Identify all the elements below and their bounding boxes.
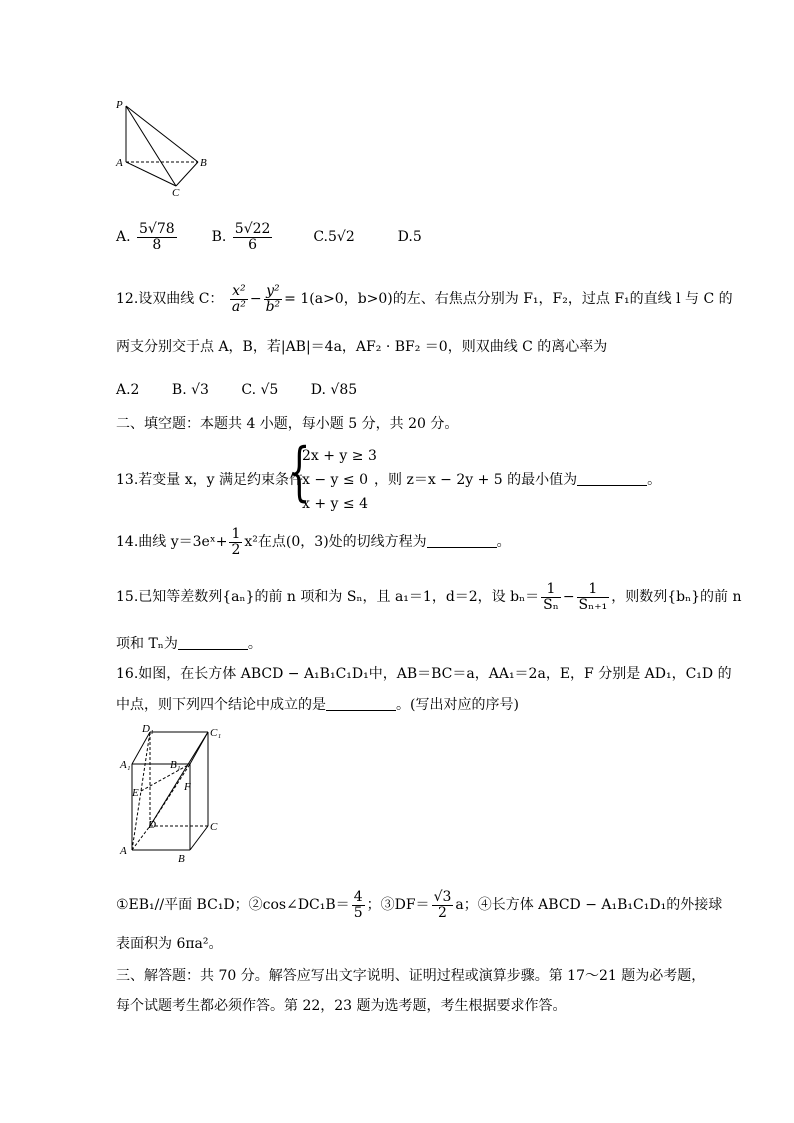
label-D1: D₁ [142, 723, 154, 735]
q11-optB-prefix: B. [211, 229, 227, 246]
label-B: B [200, 157, 207, 169]
label-A2: A [120, 845, 127, 857]
q16-line4: 表面积为 6πa²。 [116, 936, 223, 952]
q11-optD: D.5 [397, 229, 422, 246]
q11-options [116, 222, 422, 252]
tetrahedron-figure [110, 98, 210, 200]
q13-constraints [302, 444, 377, 516]
q16-line1: 16.如图，在长方体 ABCD − A₁B₁C₁D₁中，AB＝BC＝a，AA₁＝2a，E，F 分别是 AD₁，C₁D 的 [116, 666, 732, 682]
q12-line2: 两支分别交于点 A，B，若|AB|＝4a，AF₂ · BF₂ ＝0，则双曲线 C 的离心率为 [116, 339, 608, 355]
q15-line2: 项和 Tₙ为 。 [116, 636, 262, 652]
q11-optA-frac: $\frac{5√78}{8}$ [139, 221, 175, 253]
q13-c3: x + y ≤ 4 [302, 496, 368, 512]
q15-line1: 15.已知等差数列{aₙ}的前 n 项和为 Sₙ，且 a₁＝1，d＝2，设 bₙ＝ $\frac{1}{\text{Sₙ}}$ − $\frac{1}{\text{Sₙ₊₁}}$ ，则数列{bₙ}的前 n [116, 581, 742, 613]
q16-line2: 中点，则下列四个结论中成立的是 。(写出对应的序号) [116, 697, 519, 713]
q13-suffix: ，则 z＝x − 2y + 5 的最小值为 。 [374, 472, 662, 488]
q13-brace: { [288, 435, 311, 509]
label-C: C [210, 821, 218, 833]
section-3-line1: 三、解答题：共 70 分。解答应写出文字说明、证明过程或演算步骤。第 17～21 题为必考题， [116, 968, 706, 984]
q11-optC: C.5√2 [313, 229, 355, 246]
label-B2: B [178, 853, 185, 864]
q16-answer-blank[interactable] [326, 696, 396, 711]
q11-optA-prefix: A. [116, 229, 131, 246]
label-E: E [132, 787, 139, 799]
label-D: D [148, 819, 156, 831]
q12-line1: 12.设双曲线 C： $\frac{\text{x²}}{\text{a²}}$ − $\frac{\text{y²}}{\text{b²}}$ = 1(a>0，b>0)的左、右焦点分别为 F₁，F₂，过点 F₁的直线 l 与 C 的 [116, 283, 733, 315]
section-3-line2: 每个试题考生都必须作答。第 22，23 题为选考题，考生根据要求作答。 [116, 998, 567, 1014]
q14-line: 14.曲线 y＝3eˣ+ $\frac{1}{2}$ x²在点(0，3)处的切线方程为 。 [116, 526, 511, 558]
q14-answer-blank[interactable] [427, 533, 497, 548]
q11-optB-frac: $\frac{5√22}{6}$ [234, 221, 271, 253]
q12-options: A.2 B. √3 C. √5 D. √85 [116, 382, 358, 398]
q13-c2: x − y ≤ 0 [302, 472, 368, 488]
section-2-heading: 二、填空题：本题共 4 小题，每小题 5 分，共 20 分。 [116, 416, 459, 432]
q13-c1: 2x + y ≥ 3 [302, 448, 377, 464]
label-C: C [172, 187, 180, 199]
q13-answer-blank[interactable] [577, 471, 647, 486]
label-P: P [116, 99, 123, 111]
label-B1: B₁ [170, 759, 181, 771]
label-A1: A₁ [120, 759, 131, 771]
q13-prefix: 13.若变量 x，y 满足约束条件 [116, 472, 303, 488]
label-C1: C₁ [210, 727, 222, 739]
q16-conclusions: ①EB₁//平面 BC₁D；②cos∠DC₁B＝ $\frac{4}{5}$ ；③DF＝ $\frac{√3}{2}$ a；④长方体 ABCD − A₁B₁C₁D₁的外接球 [116, 889, 723, 921]
label-A: A [116, 157, 123, 169]
q15-answer-blank[interactable] [178, 635, 248, 650]
label-F: F [184, 781, 191, 793]
box-figure [112, 722, 232, 864]
